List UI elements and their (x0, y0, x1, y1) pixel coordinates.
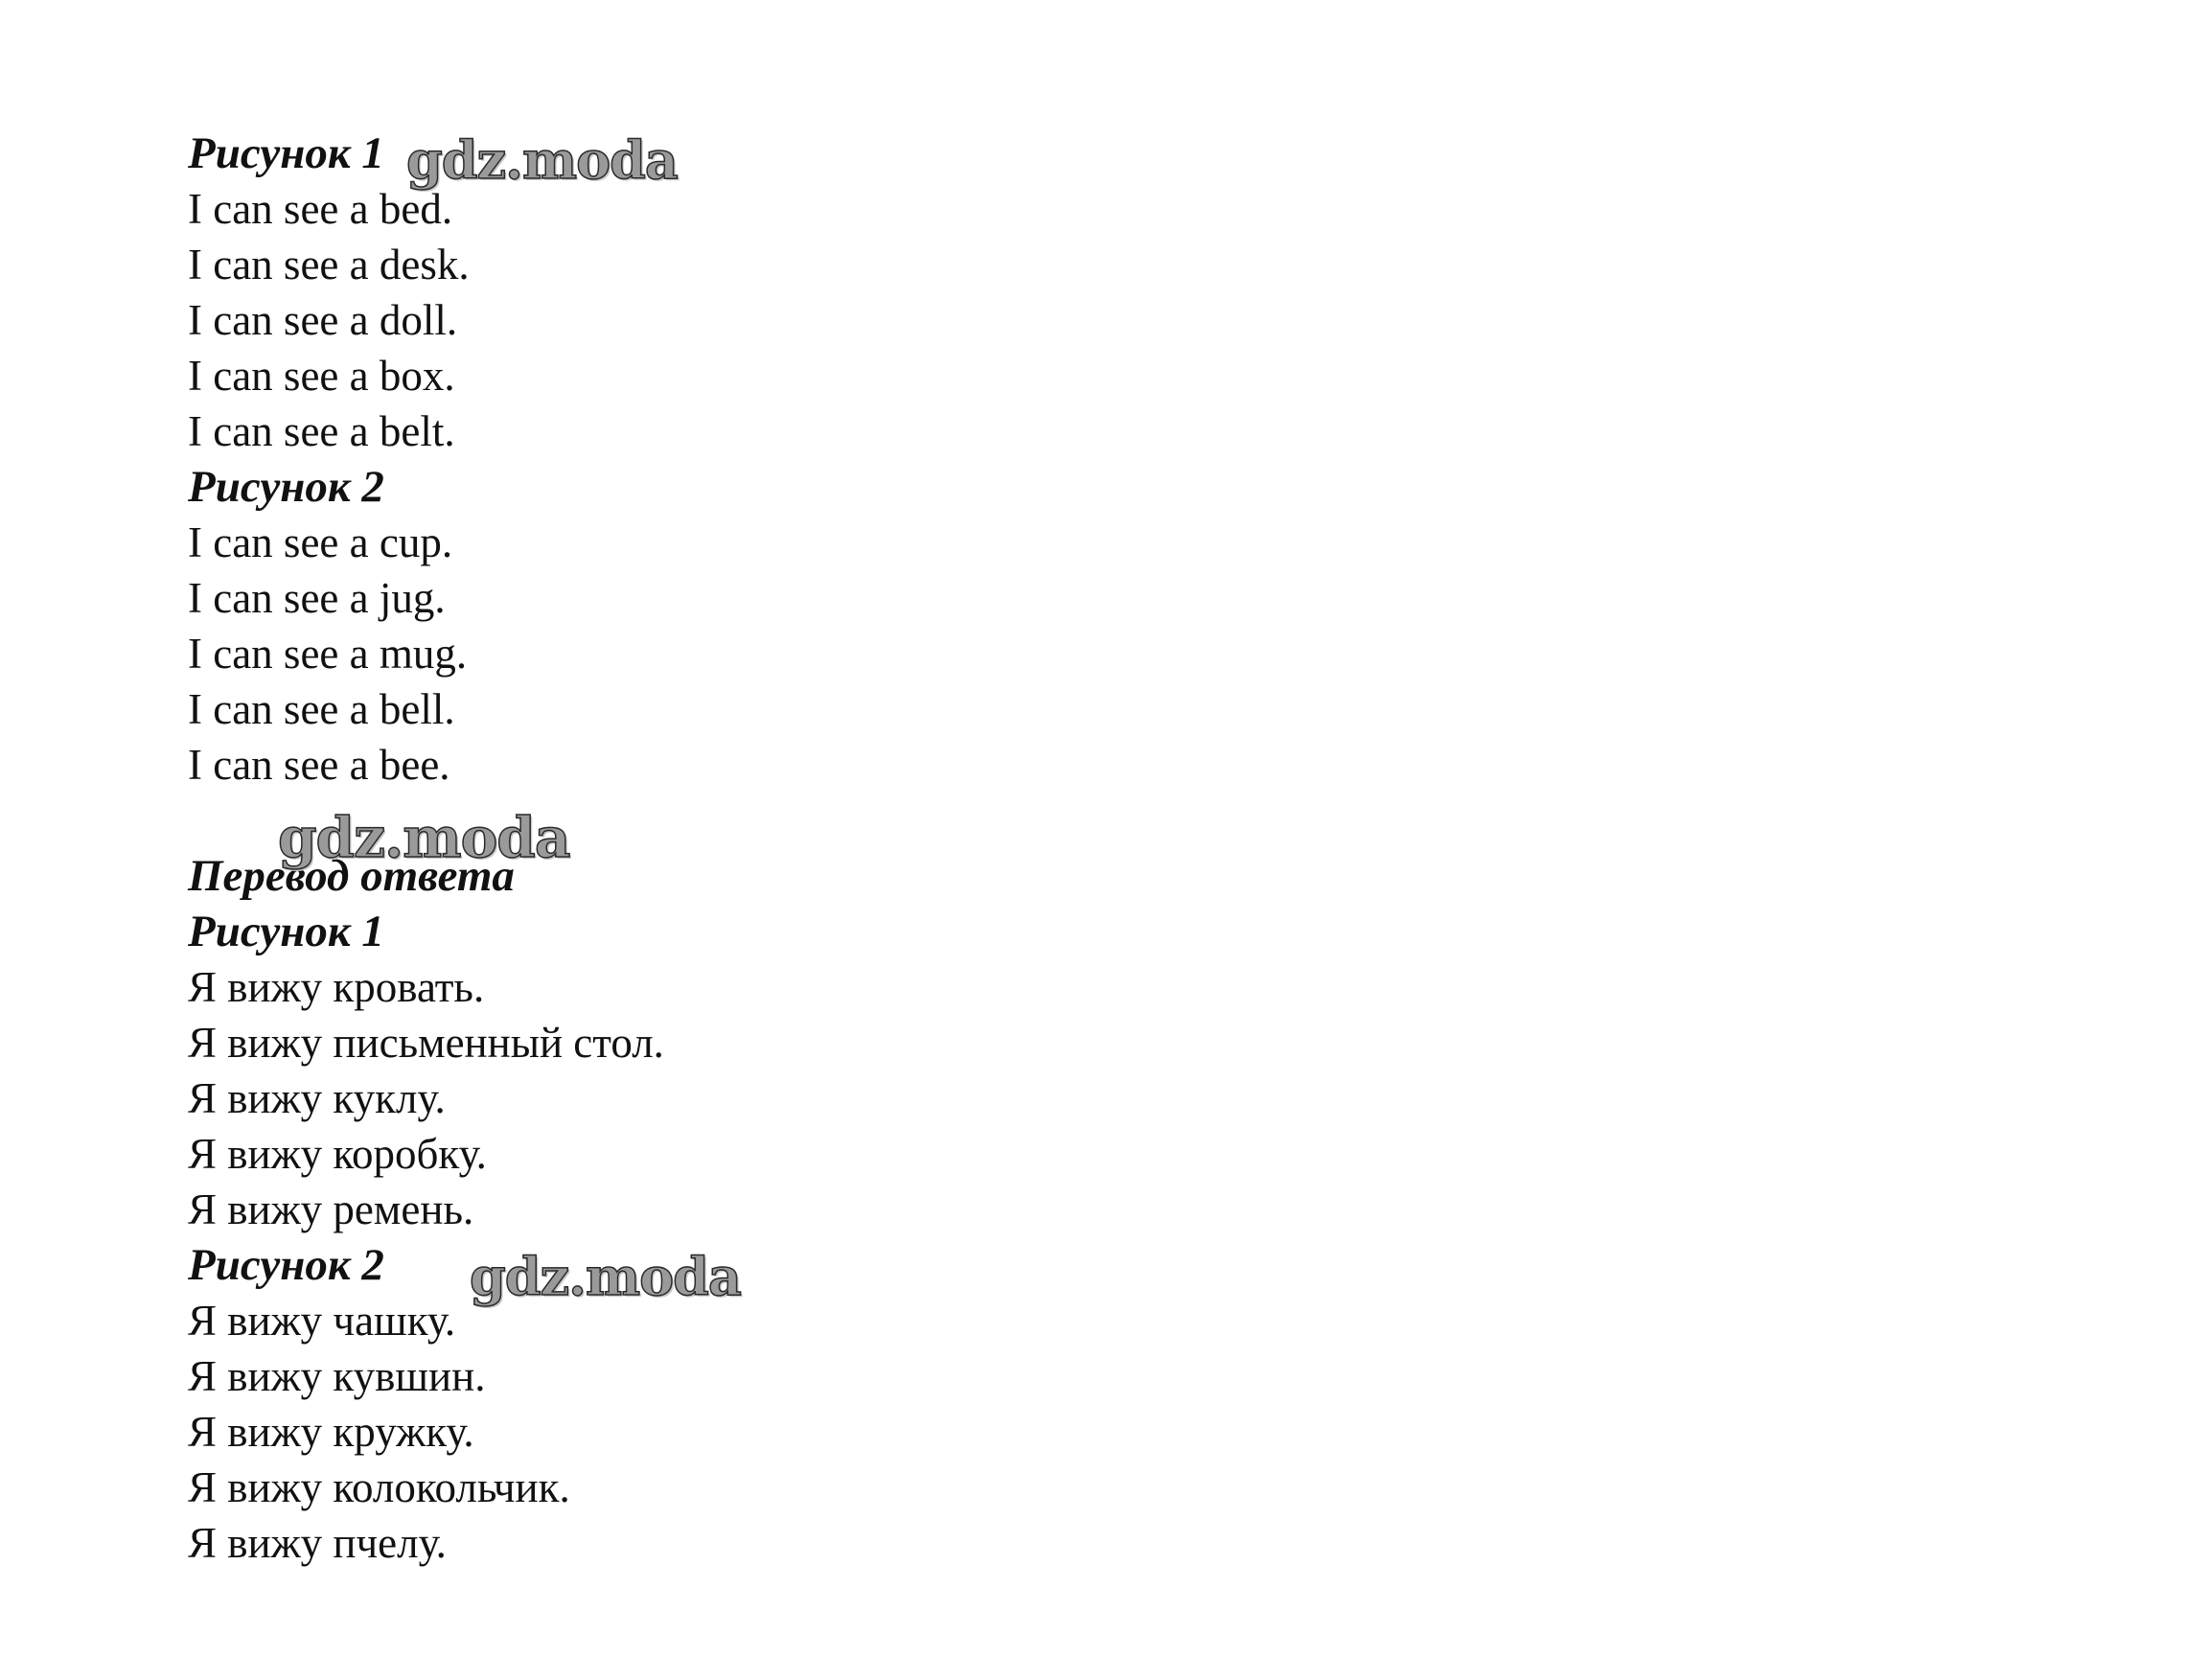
watermark-logo: gdz.moda (406, 129, 678, 191)
translation-section2-line-5: Я вижу пчелу. (188, 1519, 447, 1567)
section1-line-3: I can see a doll. (188, 296, 458, 344)
section2-line-2: I can see a jug. (188, 574, 446, 622)
watermark-logo: gdz.moda (470, 1246, 741, 1307)
translation-title: Перевод ответа (188, 851, 515, 901)
translation-section1-line-2: Я вижу письменный стол. (188, 1019, 664, 1067)
section2-heading: Рисунок 2 (188, 462, 384, 512)
section1-line-5: I can see a belt. (188, 407, 455, 455)
translation-section2-line-4: Я вижу колокольчик. (188, 1463, 570, 1511)
translation-section1-heading: Рисунок 1 (188, 907, 384, 956)
translation-section2-heading: Рисунок 2 (188, 1240, 384, 1290)
translation-section2-line-2: Я вижу кувшин. (188, 1352, 486, 1400)
translation-section2-line-3: Я вижу кружку. (188, 1408, 474, 1456)
section1-line-2: I can see a desk. (188, 241, 470, 288)
translation-section1-line-3: Я вижу куклу. (188, 1074, 446, 1122)
watermark-logo: gdz.moda (278, 805, 570, 870)
section2-line-3: I can see a mug. (188, 630, 468, 678)
translation-section2-line-1: Я вижу чашку. (188, 1297, 456, 1345)
section1-heading: Рисунок 1 (188, 128, 384, 178)
section2-line-4: I can see a bell. (188, 685, 455, 733)
section1-line-4: I can see a box. (188, 352, 455, 400)
translation-section1-line-5: Я вижу ремень. (188, 1185, 474, 1233)
section2-line-1: I can see a cup. (188, 518, 453, 566)
translation-section1-line-1: Я вижу кровать. (188, 963, 485, 1011)
section1-line-1: I can see a bed. (188, 185, 453, 233)
translation-section1-line-4: Я вижу коробку. (188, 1130, 487, 1178)
section2-line-5: I can see a bee. (188, 741, 450, 789)
